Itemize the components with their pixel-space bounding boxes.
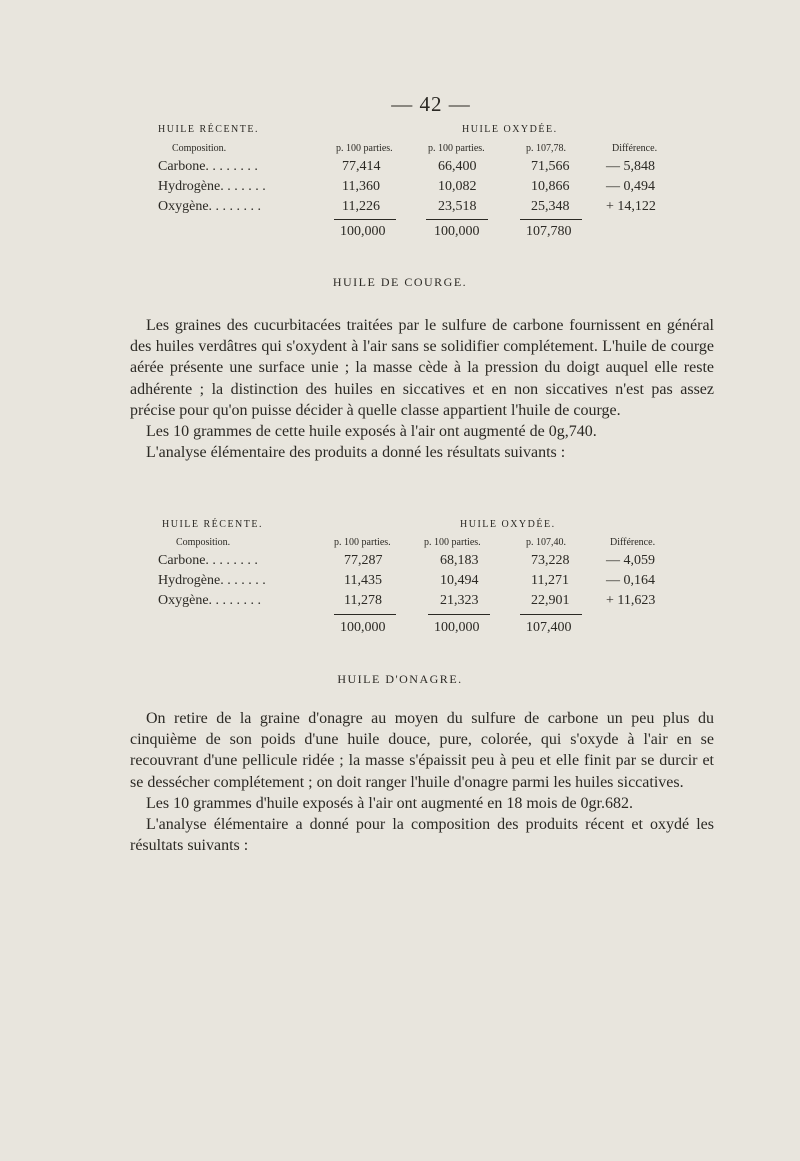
row-label: Oxygène. . . . . . . .	[158, 593, 262, 608]
value-difference: + 11,623	[606, 593, 656, 608]
header-oxidized: HUILE OXYDÉE.	[462, 124, 558, 135]
sum-rule	[428, 614, 490, 615]
subheader-p100-recent: p. 100 parties.	[336, 143, 393, 154]
sum-rule	[334, 614, 396, 615]
total-oxidized: 100,000	[434, 620, 480, 635]
total-mass: 107,400	[526, 620, 572, 635]
paragraph-onagre	[130, 708, 714, 856]
value-mass: 71,566	[531, 159, 570, 174]
value-oxidized: 10,082	[438, 179, 477, 194]
total-oxidized: 100,000	[434, 224, 480, 239]
paragraph-courge-2: Les 10 grammes de cette huile exposés à l'air ont augmenté de 0g,740.	[146, 423, 597, 441]
paragraph-onagre-2: Les 10 grammes d'huile exposés à l'air ont augmenté en 18 mois de 0gr.682.	[146, 794, 633, 812]
subheader-composition: Composition.	[176, 537, 231, 548]
value-mass: 22,901	[531, 593, 570, 608]
paragraph-courge	[130, 315, 714, 463]
paragraph-onagre-3: L'analyse élémentaire a donné pour la composition des produits récent et oxydé les résultats suivants :	[130, 816, 714, 855]
row-label: Carbone. . . . . . . .	[158, 159, 258, 174]
value-difference: — 5,848	[606, 159, 655, 174]
value-recent: 77,414	[342, 159, 381, 174]
value-mass: 25,348	[531, 199, 570, 214]
subheader-p100-oxidized: p. 100 parties.	[424, 537, 481, 548]
value-oxidized: 66,400	[438, 159, 477, 174]
header-recent: HUILE RÉCENTE.	[158, 124, 259, 135]
value-oxidized: 23,518	[438, 199, 477, 214]
value-recent: 11,278	[344, 593, 382, 608]
page-number: — 42 —	[391, 92, 471, 116]
subheader-p100-recent: p. 100 parties.	[334, 537, 391, 548]
subheader-p-mass: p. 107,78.	[526, 143, 566, 154]
value-difference: — 4,059	[606, 553, 655, 568]
header-recent: HUILE RÉCENTE.	[162, 519, 263, 530]
value-mass: 11,271	[531, 573, 569, 588]
section-heading-onagre: HUILE D'ONAGRE.	[337, 672, 463, 686]
value-recent: 11,226	[342, 199, 380, 214]
sum-rule	[520, 219, 582, 220]
paragraph-courge-1: Les graines des cucurbitacées traitées par le sulfure de carbone fournissent en général des huiles verdâtres qui s'oxydent à l'air sans se solidifier complétement. L'huile de courge aérée présente une surface unie ; la masse cède à la pression du doigt auquel elle reste adhérente ; la distinction des huiles en siccatives et en non siccatives n'est pas assez précise pour qu'on puisse décider à quelle classe appartient l'huile de courge.	[130, 317, 714, 419]
paragraph-courge-3: L'analyse élémentaire des produits a donné les résultats suivants :	[146, 444, 566, 462]
value-recent: 11,435	[344, 573, 382, 588]
value-mass: 10,866	[531, 179, 570, 194]
total-mass: 107,780	[526, 224, 572, 239]
total-recent: 100,000	[340, 620, 386, 635]
sum-rule	[426, 219, 488, 220]
header-oxidized: HUILE OXYDÉE.	[460, 519, 556, 530]
subheader-p-mass: p. 107,40.	[526, 537, 566, 548]
subheader-difference: Différence.	[612, 143, 658, 154]
value-difference: — 0,494	[606, 179, 655, 194]
subheader-p100-oxidized: p. 100 parties.	[428, 143, 485, 154]
row-label: Hydrogène. . . . . . .	[158, 573, 266, 588]
section-heading-courge: HUILE DE COURGE.	[332, 275, 468, 289]
value-oxidized: 68,183	[440, 553, 479, 568]
value-oxidized: 21,323	[440, 593, 479, 608]
row-label: Carbone. . . . . . . .	[158, 553, 258, 568]
row-label: Oxygène. . . . . . . .	[158, 199, 262, 214]
sum-rule	[520, 614, 582, 615]
value-oxidized: 10,494	[440, 573, 479, 588]
subheader-composition: Composition.	[172, 143, 227, 154]
value-recent: 11,360	[342, 179, 380, 194]
row-label: Hydrogène. . . . . . .	[158, 179, 266, 194]
value-difference: — 0,164	[606, 573, 655, 588]
paragraph-onagre-1: On retire de la graine d'onagre au moyen du sulfure de carbone un peu plus du cinquième de son poids d'une huile douce, pure, colorée, qui s'oxyde à l'air en se recouvrant d'une pellicule ridée ; la masse s'épaissit peu à peu et elle finit par se durcir et se dessécher complétement ; on doit ranger l'huile d'onagre parmi les huiles siccatives.	[130, 710, 714, 791]
value-recent: 77,287	[344, 553, 383, 568]
sum-rule	[334, 219, 396, 220]
value-mass: 73,228	[531, 553, 570, 568]
subheader-difference: Différence.	[610, 537, 656, 548]
total-recent: 100,000	[340, 224, 386, 239]
value-difference: + 14,122	[606, 199, 656, 214]
